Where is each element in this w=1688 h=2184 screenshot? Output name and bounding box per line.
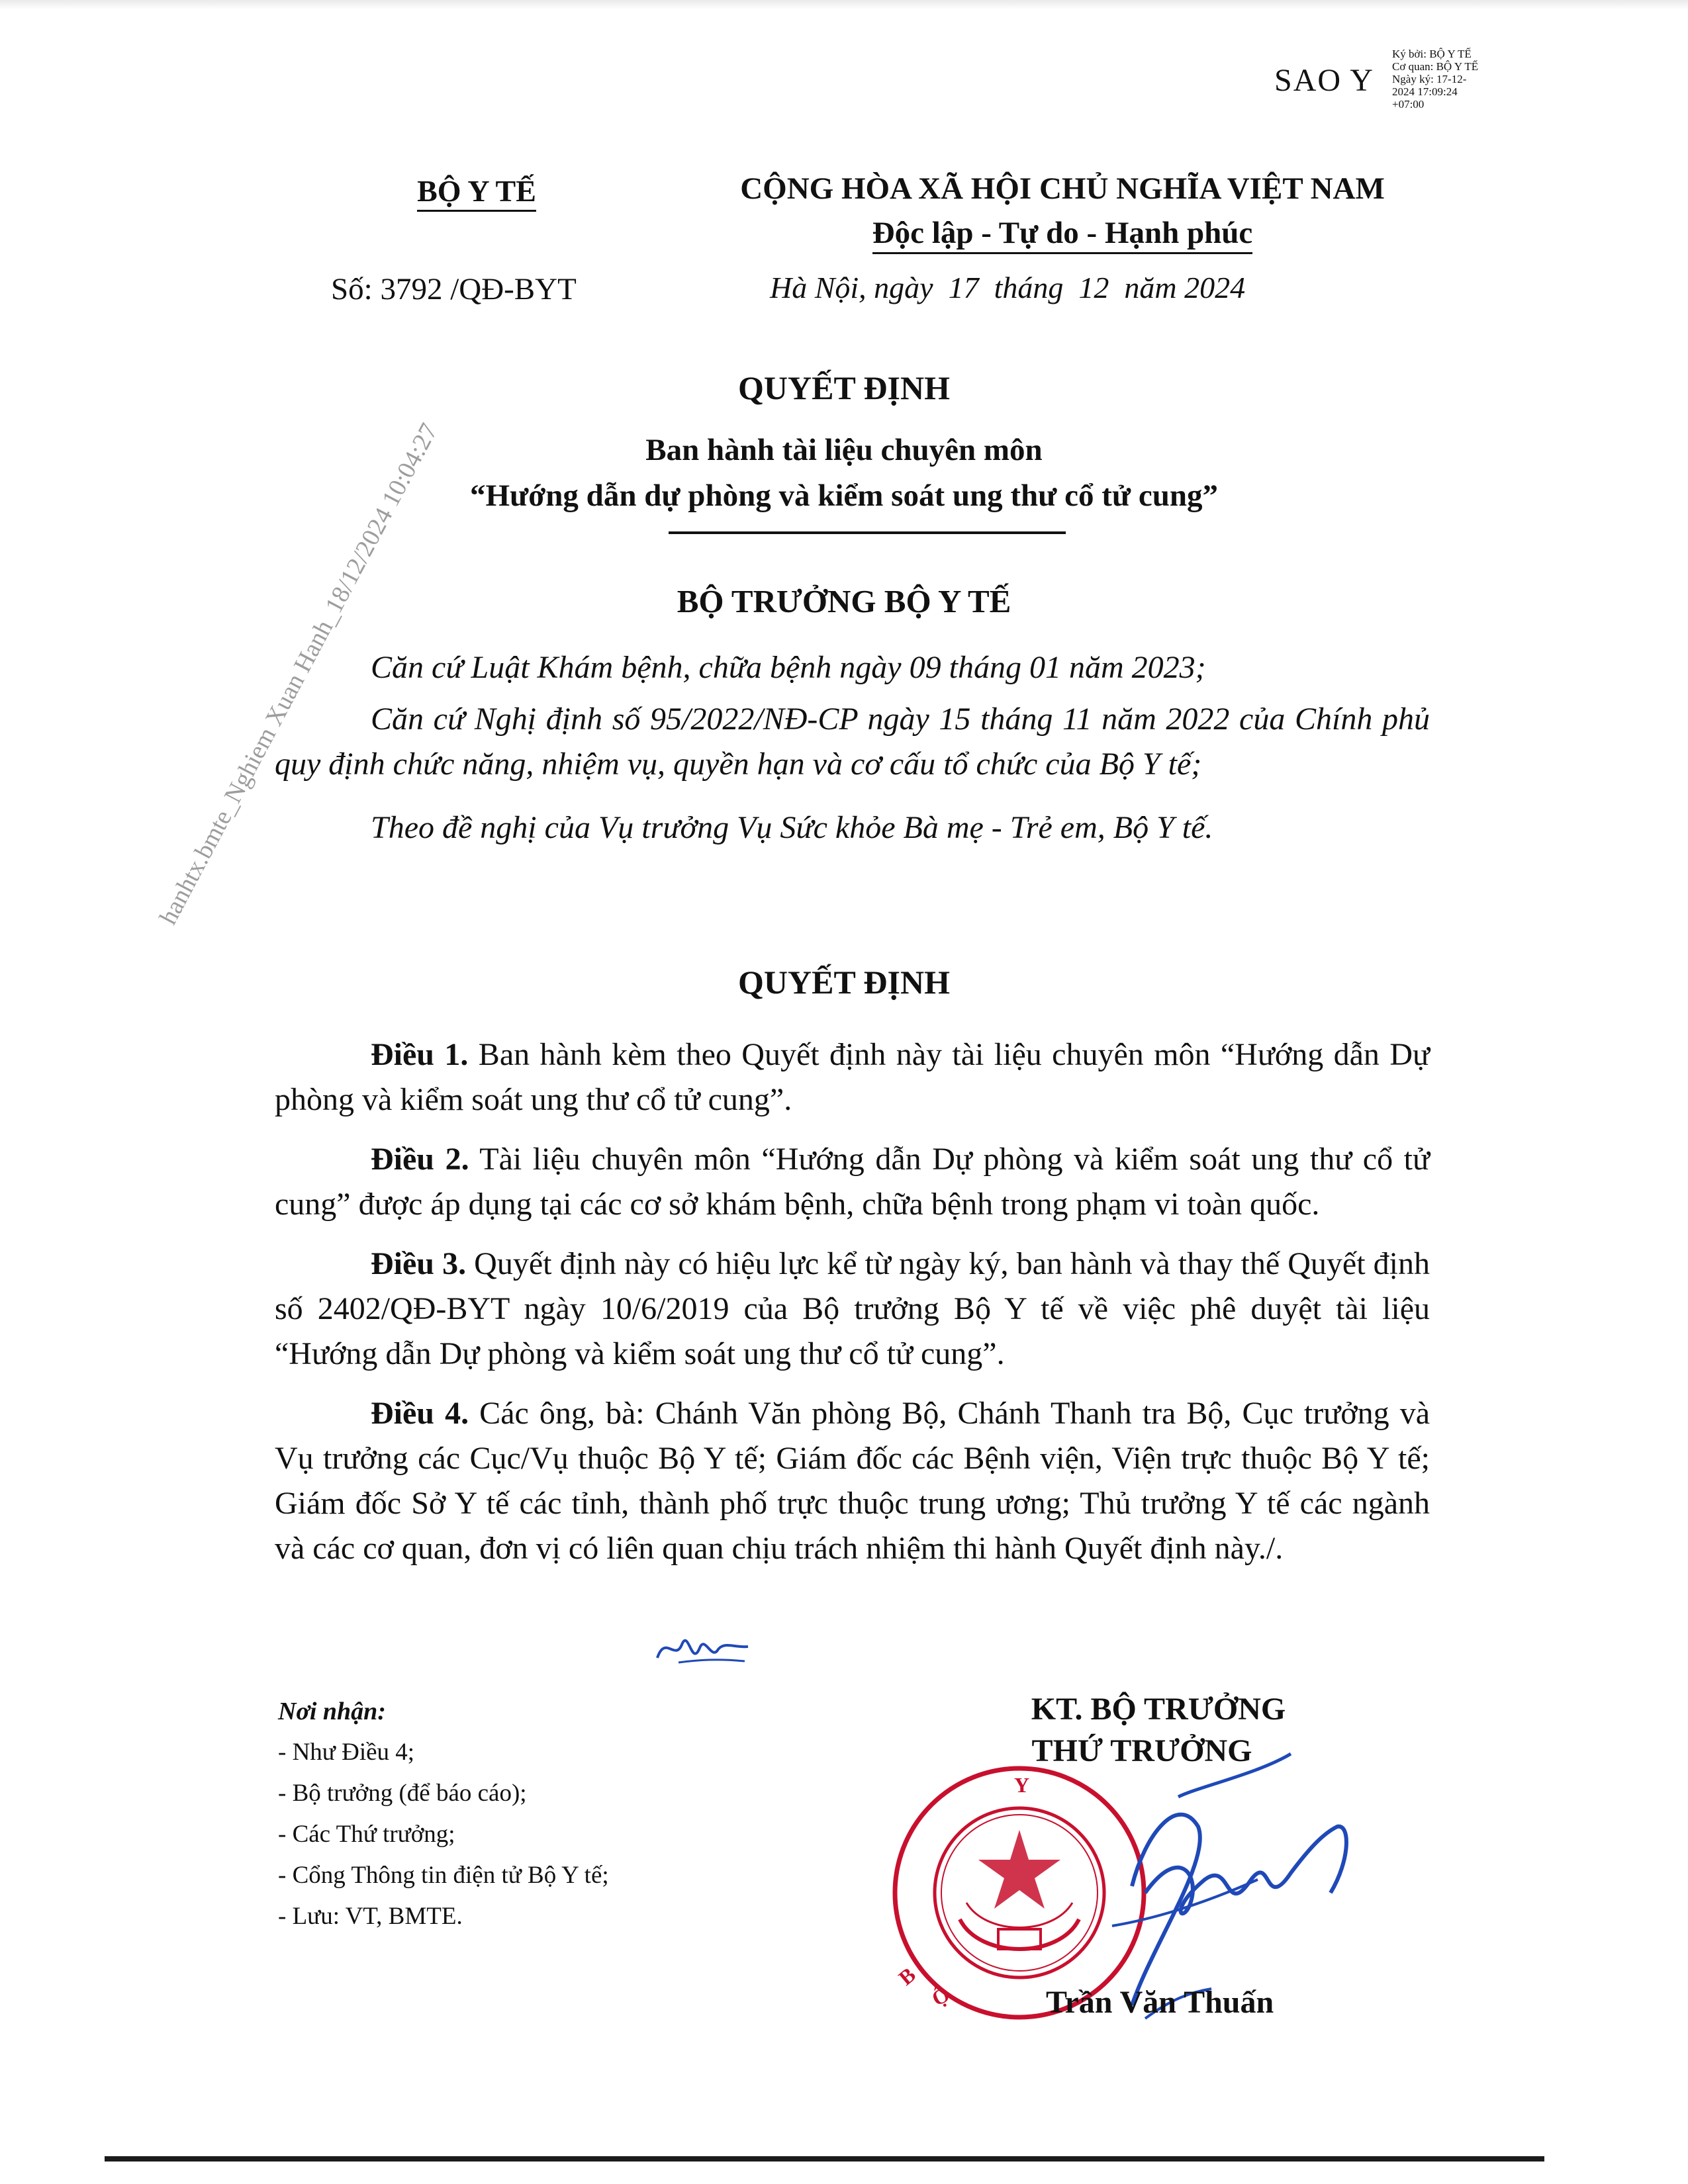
recipient-item: - Như Điều 4; [278, 1739, 415, 1766]
recipient-item: - Các Thứ trưởng; [278, 1821, 455, 1848]
legal-basis-item: Căn cứ Nghị định số 95/2022/NĐ-CP ngày 15 tháng 11 năm 2022 của Chính phủ quy định chức năng, nhiệm vụ, quyền hạn và cơ cấu tổ chức của Bộ Y tế; [275, 702, 1430, 782]
signer-name: Trần Văn Thuấn [1046, 1985, 1274, 2020]
seal-letter: B [894, 1962, 920, 1990]
article-label: Điều 1. [371, 1037, 469, 1072]
signing-timezone-text: +07:00 [1392, 98, 1425, 111]
article-3 [275, 1242, 1430, 1377]
article-1 [275, 1032, 1430, 1122]
title-line-2: “Hướng dẫn dự phòng và kiểm soát ung thư cổ tử cung” [470, 478, 1218, 513]
title-underline [669, 531, 1066, 534]
recipient-item: - Bộ trưởng (để báo cáo); [278, 1780, 527, 1807]
recipient-item: - Cổng Thông tin điện tử Bộ Y tế; [278, 1862, 609, 1889]
legal-basis-item: Theo đề nghị của Vụ trưởng Vụ Sức khỏe Bà mẹ - Trẻ em, Bộ Y tế. [371, 810, 1213, 845]
recipients-heading: Nơi nhận: [278, 1698, 386, 1725]
ministry-name-text: BỘ Y TẾ [417, 173, 536, 212]
recipient-item: - Lưu: VT, BMTE. [278, 1903, 463, 1930]
national-motto [682, 215, 1443, 254]
signer-title-2: THỨ TRƯỞNG [1031, 1733, 1252, 1768]
scan-bottom-border [105, 2156, 1544, 2161]
article-label: Điều 2. [371, 1142, 469, 1177]
document-number: Số: 3792 /QĐ-BYT [331, 272, 577, 306]
seal-letter: Y [1014, 1773, 1030, 1797]
viewer-watermark: hanhtx.bmte_Nghiem Xuan Hanh_18/12/2024 10:04:27 [154, 418, 444, 929]
seal-letter: Ộ [928, 1981, 953, 2011]
article-4 [275, 1391, 1430, 1571]
signing-date-text: Ngày ký: 17-12- [1392, 73, 1467, 85]
copy-stamp-label: SAO Y [1274, 63, 1374, 98]
legal-basis-section [275, 645, 1430, 850]
copy-stamp [1274, 48, 1513, 127]
article-label: Điều 3. [371, 1246, 467, 1281]
signing-agency-text: Cơ quan: BỘ Y TẾ [1392, 60, 1479, 73]
signed-by-text: Ký bởi: BỘ Y TẾ [1392, 48, 1472, 60]
legal-basis-item: Căn cứ Luật Khám bệnh, chữa bệnh ngày 09 tháng 01 năm 2023; [371, 650, 1206, 685]
signing-time-text: 2024 17:09:24 [1392, 85, 1458, 98]
title-line-1: Ban hành tài liệu chuyên môn [645, 433, 1043, 467]
recipients-block [278, 1691, 808, 1937]
decision-heading: QUYẾT ĐỊNH [738, 964, 950, 1001]
national-motto-text: Độc lập - Tự do - Hạnh phúc [872, 215, 1253, 254]
article-text: Các ông, bà: Chánh Văn phòng Bộ, Chánh Thanh tra Bộ, Cục trưởng và Vụ trưởng các Cục/Vụ thuộc Bộ Y tế; Giám đốc các Bệnh viện, Viện trực thuộc Bộ Y tế; Giám đốc Sở Y tế các tỉnh, thành phố trực thuộc trung ương; Thủ trưởng Y tế các ngành và các cơ quan, đơn vị có liên quan chịu trách nhiệm thi hành Quyết định này./. [275, 1396, 1430, 1566]
articles-section [275, 1032, 1430, 1571]
issuing-authority: BỘ TRƯỞNG BỘ Y TẾ [677, 583, 1011, 619]
initials-mark [652, 1621, 751, 1674]
article-text: Ban hành kèm theo Quyết định này tài liệu chuyên môn “Hướng dẫn Dự phòng và kiểm soát ung thư cổ tử cung”. [275, 1037, 1430, 1117]
digital-signature-info [1392, 48, 1511, 111]
scan-edge-shadow [0, 0, 1688, 9]
signer-title-1: KT. BỘ TRƯỞNG [1031, 1692, 1286, 1727]
place-and-date: Hà Nội, ngày 17 tháng 12 năm 2024 [770, 271, 1246, 304]
article-text: Tài liệu chuyên môn “Hướng dẫn Dự phòng và kiểm soát ung thư cổ tử cung” được áp dụng tại các cơ sở khám bệnh, chữa bệnh trong phạm vi toàn quốc. [275, 1142, 1430, 1222]
country-name: CỘNG HÒA XÃ HỘI CHỦ NGHĨA VIỆT NAM [740, 171, 1385, 206]
article-label: Điều 4. [371, 1396, 469, 1431]
document-type-heading: QUYẾT ĐỊNH [738, 369, 950, 406]
article-2 [275, 1137, 1430, 1227]
article-text: Quyết định này có hiệu lực kể từ ngày ký, ban hành và thay thế Quyết định số 2402/QĐ-BYT ngày 10/6/2019 của Bộ trưởng Bộ Y tế về việc phê duyệt tài liệu “Hướng dẫn Dự phòng và kiểm soát ung thư cổ tử cung”. [275, 1246, 1430, 1371]
